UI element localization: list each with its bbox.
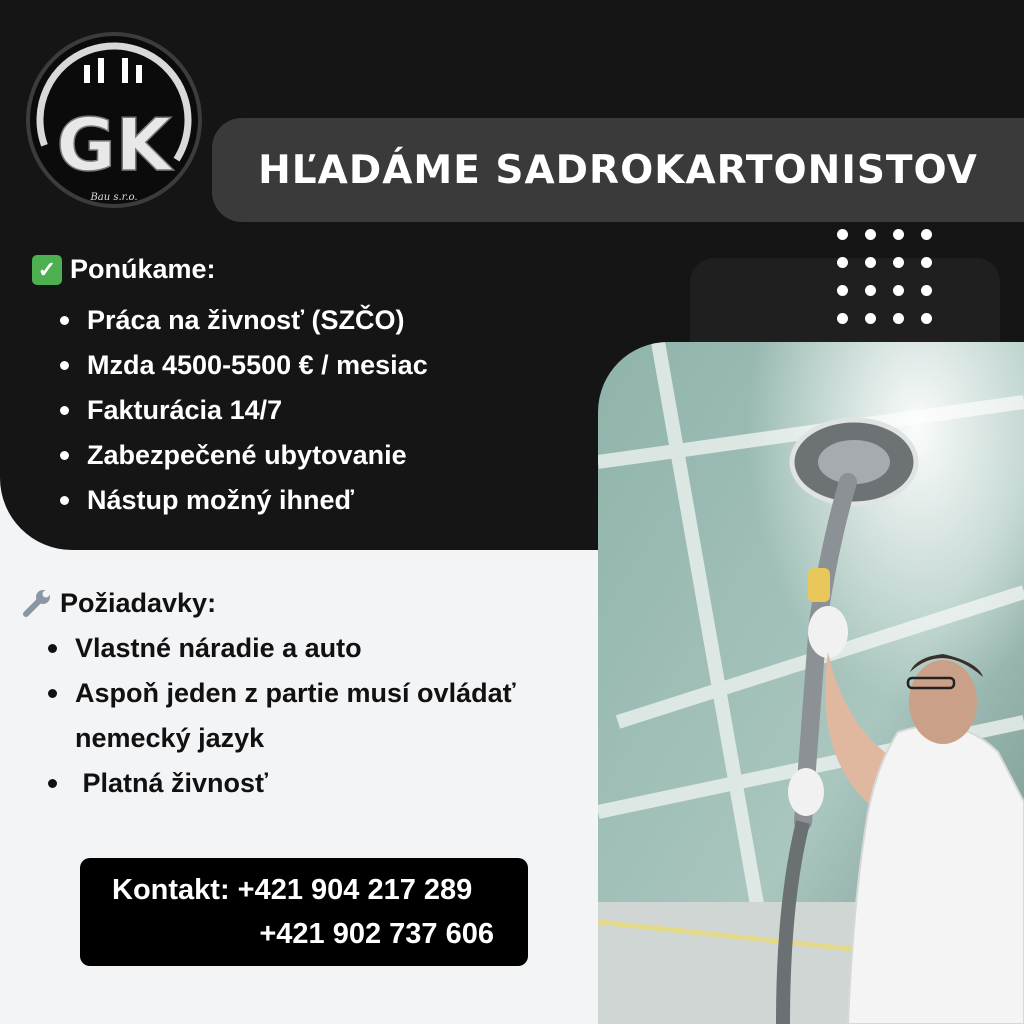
headline-title: HĽADÁME SADROKARTONISTOV — [258, 147, 978, 193]
check-mark-icon: ✓ — [32, 255, 62, 285]
list-item: Nástup možný ihneď — [60, 478, 428, 523]
requirements-list — [48, 626, 588, 806]
list-item: Zabezpečené ubytovanie — [60, 433, 428, 478]
offer-heading-label: Ponúkame: — [70, 254, 216, 284]
list-item: Fakturácia 14/7 — [60, 388, 428, 433]
wrench-icon — [20, 586, 54, 620]
logo-subtitle: Bau s.r.o. — [90, 192, 138, 203]
requirements-heading-label: Požiadavky: — [60, 587, 217, 618]
drywall-sanding-photo — [598, 342, 1024, 1024]
contact-line-2: +421 902 737 606 — [259, 918, 494, 950]
company-logo — [24, 30, 204, 210]
list-item: Práca na živnosť (SZČO) — [60, 298, 428, 343]
svg-text:GK: GK — [56, 103, 172, 187]
list-item: Aspoň jeden z partie musí ovládať nemecký jazyk — [48, 671, 588, 761]
offer-list — [60, 298, 428, 523]
contact-line-1: Kontakt: +421 904 217 289 — [112, 874, 473, 906]
headline-banner — [212, 118, 1024, 222]
decorative-dots — [828, 220, 940, 332]
list-item: Platná živnosť — [48, 761, 588, 806]
list-item: Vlastné náradie a auto — [48, 626, 588, 671]
offer-heading — [32, 254, 216, 285]
list-item: Mzda 4500-5500 € / mesiac — [60, 343, 428, 388]
contact-box — [80, 858, 528, 966]
worker-photo — [598, 342, 1024, 1024]
requirements-heading — [20, 586, 216, 620]
gk-logo-icon — [24, 30, 204, 210]
